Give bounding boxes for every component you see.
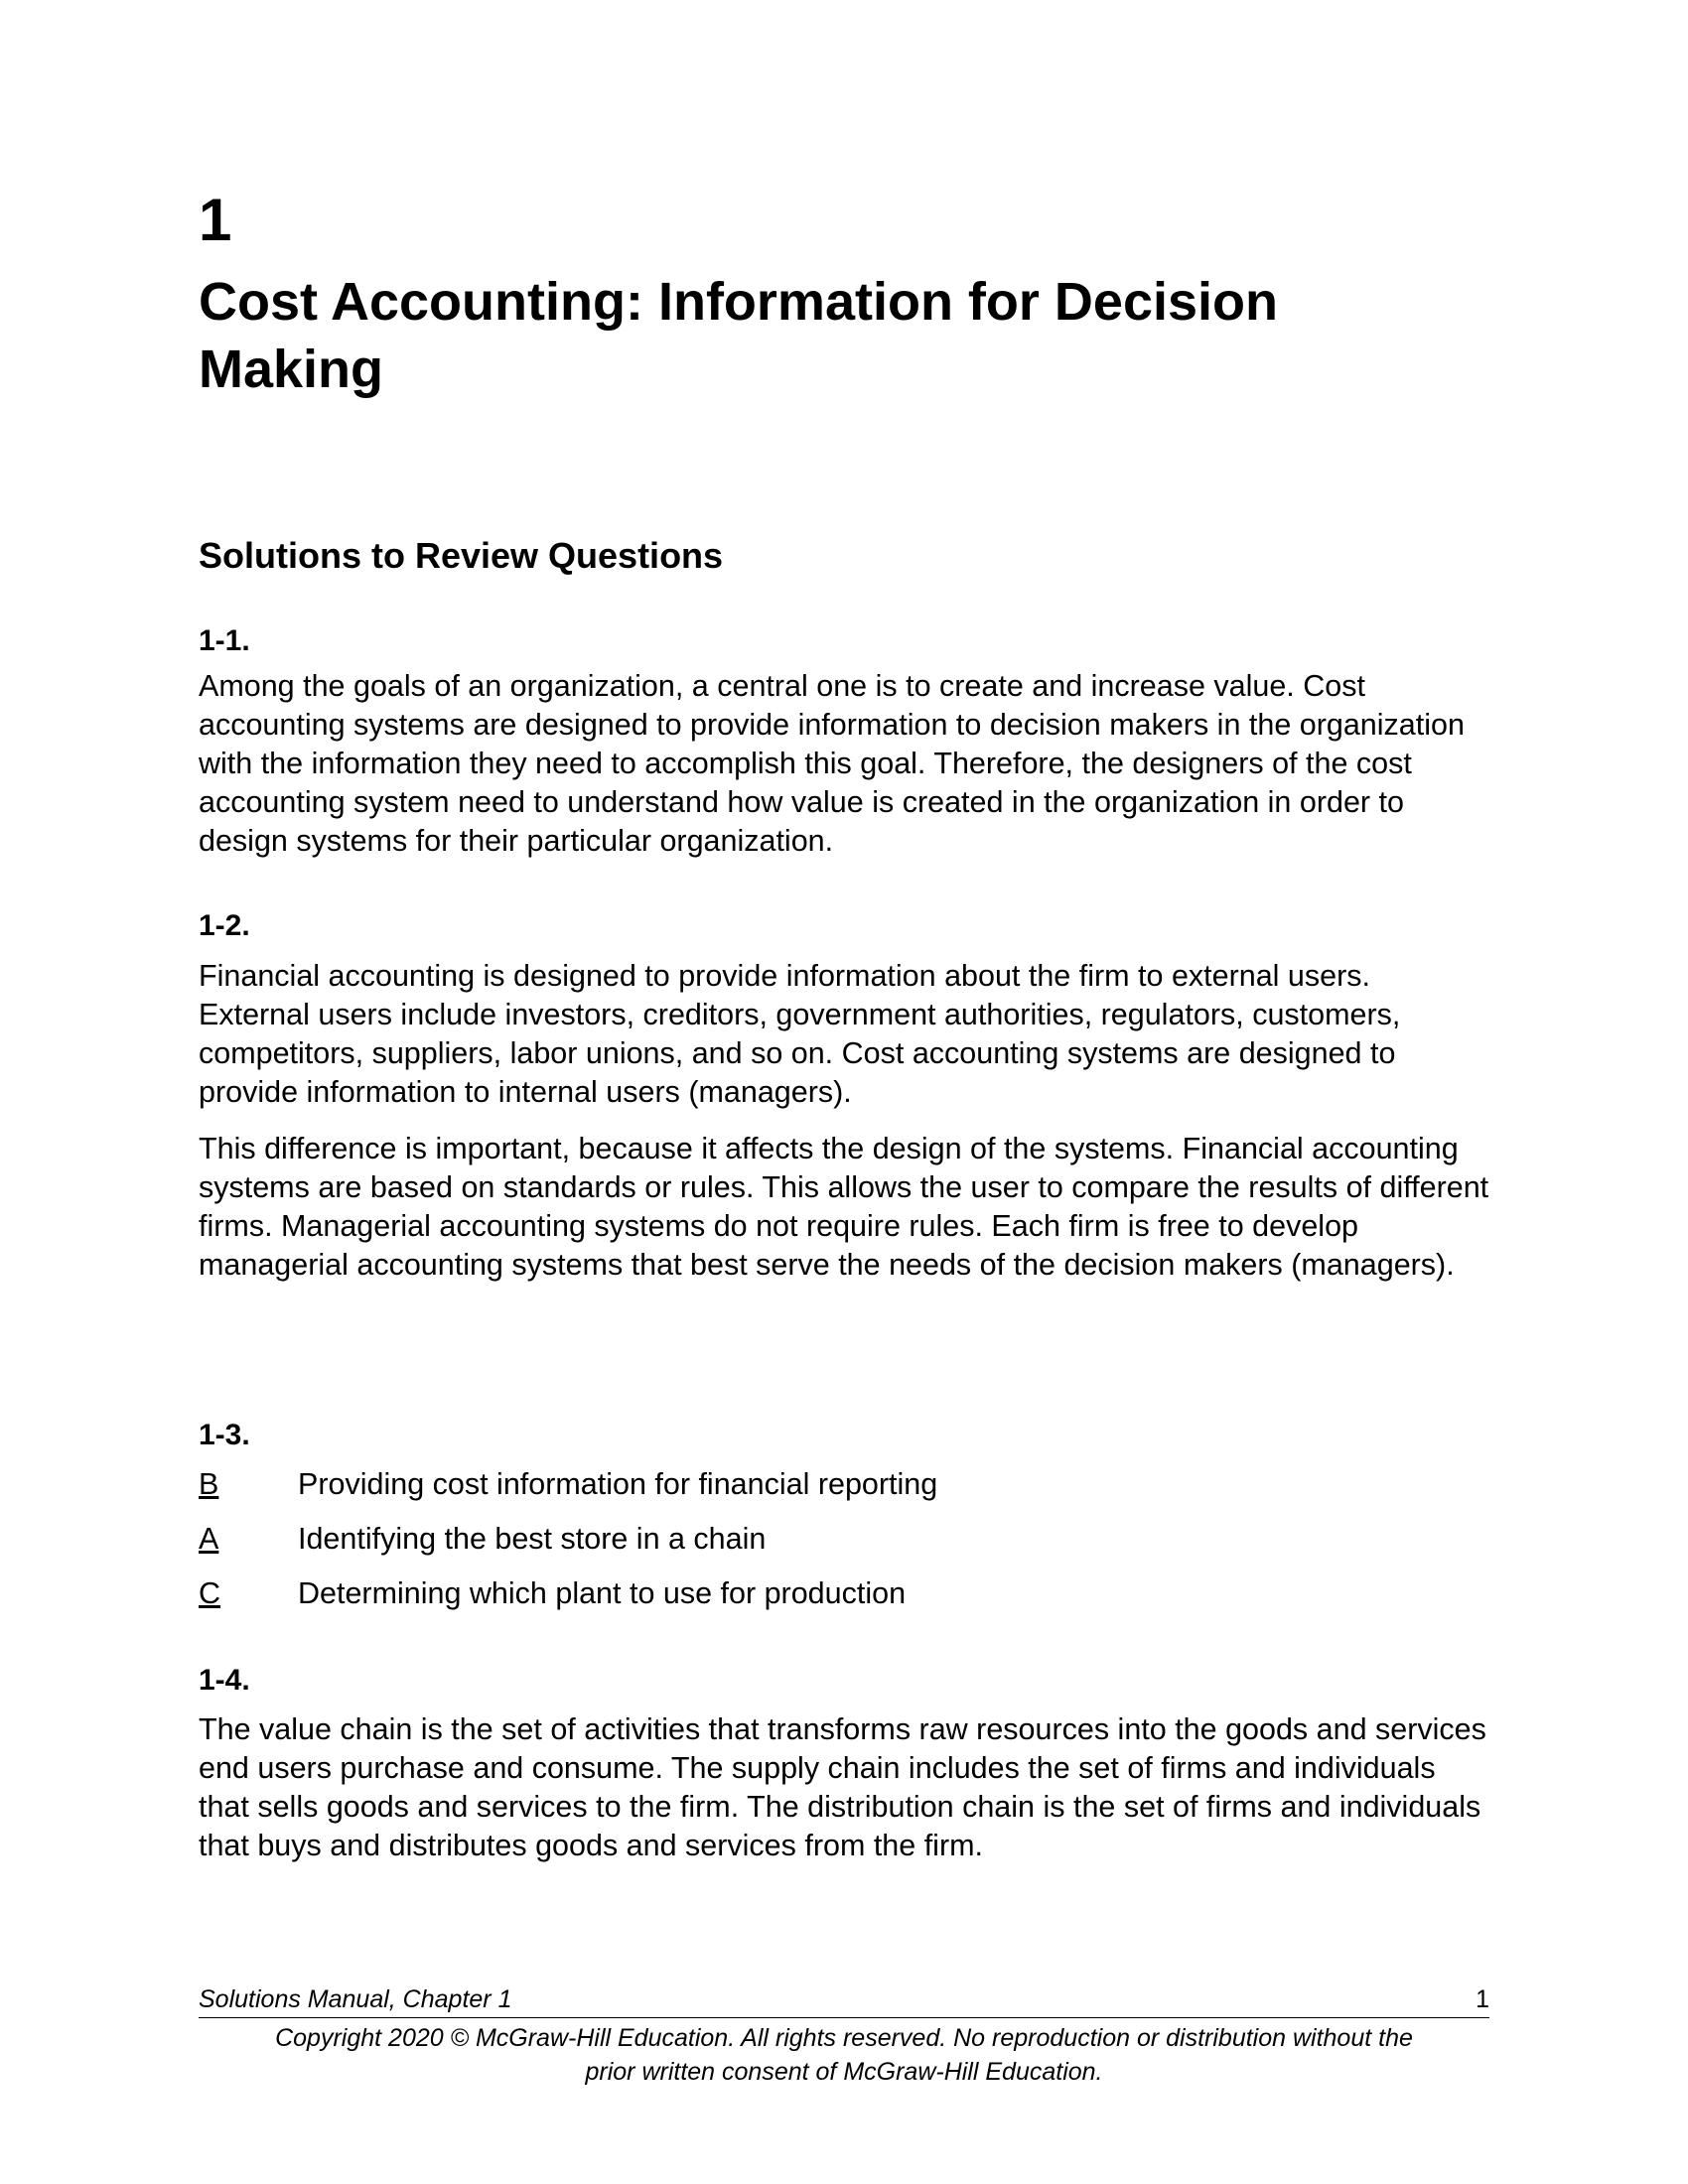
page-footer <box>199 1981 1489 2018</box>
copyright-notice <box>199 2021 1489 2089</box>
answer-1-3-row <box>199 1464 1489 1504</box>
question-label-1-1: 1-1. <box>199 624 250 657</box>
chapter-title: Cost Accounting: Information for Decision Making <box>199 272 1278 399</box>
copyright-line-1: Copyright 2020 © McGraw-Hill Education. All rights reserved. No reproduction or distribution without the <box>275 2024 1413 2052</box>
answer-1-3-row <box>199 1519 1489 1559</box>
answer-1-3-row <box>199 1573 1489 1613</box>
chapter-number: 1 <box>199 187 232 253</box>
question-label-1-4: 1-4. <box>199 1664 250 1697</box>
answer-letter: A <box>199 1522 219 1556</box>
question-label-1-3: 1-3. <box>199 1419 250 1451</box>
footer-chapter-label: Solutions Manual, Chapter 1 <box>199 1985 512 2013</box>
page-number: 1 <box>1476 1985 1489 2013</box>
answer-letter: C <box>199 1576 221 1610</box>
answer-1-4: The value chain is the set of activities that transforms raw resources into the goods and services end users purchase and consume. The supply chain includes the set of firms and individuals that sells goods and services to the firm. The distribution chain is the set of firms and individuals that buys and distributes goods and services from the firm. <box>199 1712 1486 1862</box>
answer-1-2-paragraph-2: This difference is important, because it affects the design of the systems. Financial accounting systems are based on standards or rules. This allows the user to compare the results of different firms. Managerial accounting systems do not require rules. Each firm is free to develop managerial accounting systems that best serve the needs of the decision makers (managers). <box>199 1132 1489 1282</box>
answer-text: Identifying the best store in a chain <box>298 1522 767 1556</box>
answer-1-2-paragraph-1: Financial accounting is designed to provide information about the firm to external users. External users include investors, creditors, government authorities, regulators, customers, competitors, suppliers, labor unions, and so on. Cost accounting systems are designed to provide information to internal users (managers). <box>199 959 1401 1109</box>
answer-text: Determining which plant to use for production <box>298 1576 907 1610</box>
document-page <box>199 0 1489 2184</box>
answer-1-1: Among the goals of an organization, a central one is to create and increase value. Cost accounting systems are designed to provide information to decision makers in the organization with the information they need to accomplish this goal. Therefore, the designers of the cost accounting system need to understand how value is created in the organization in order to design systems for their particular organization. <box>199 669 1465 858</box>
copyright-line-2: prior written consent of McGraw-Hill Education. <box>585 2058 1103 2086</box>
answer-text: Providing cost information for financial reporting <box>298 1467 938 1501</box>
question-label-1-2: 1-2. <box>199 909 250 942</box>
answer-letter: B <box>199 1467 219 1501</box>
section-title: Solutions to Review Questions <box>199 535 724 576</box>
